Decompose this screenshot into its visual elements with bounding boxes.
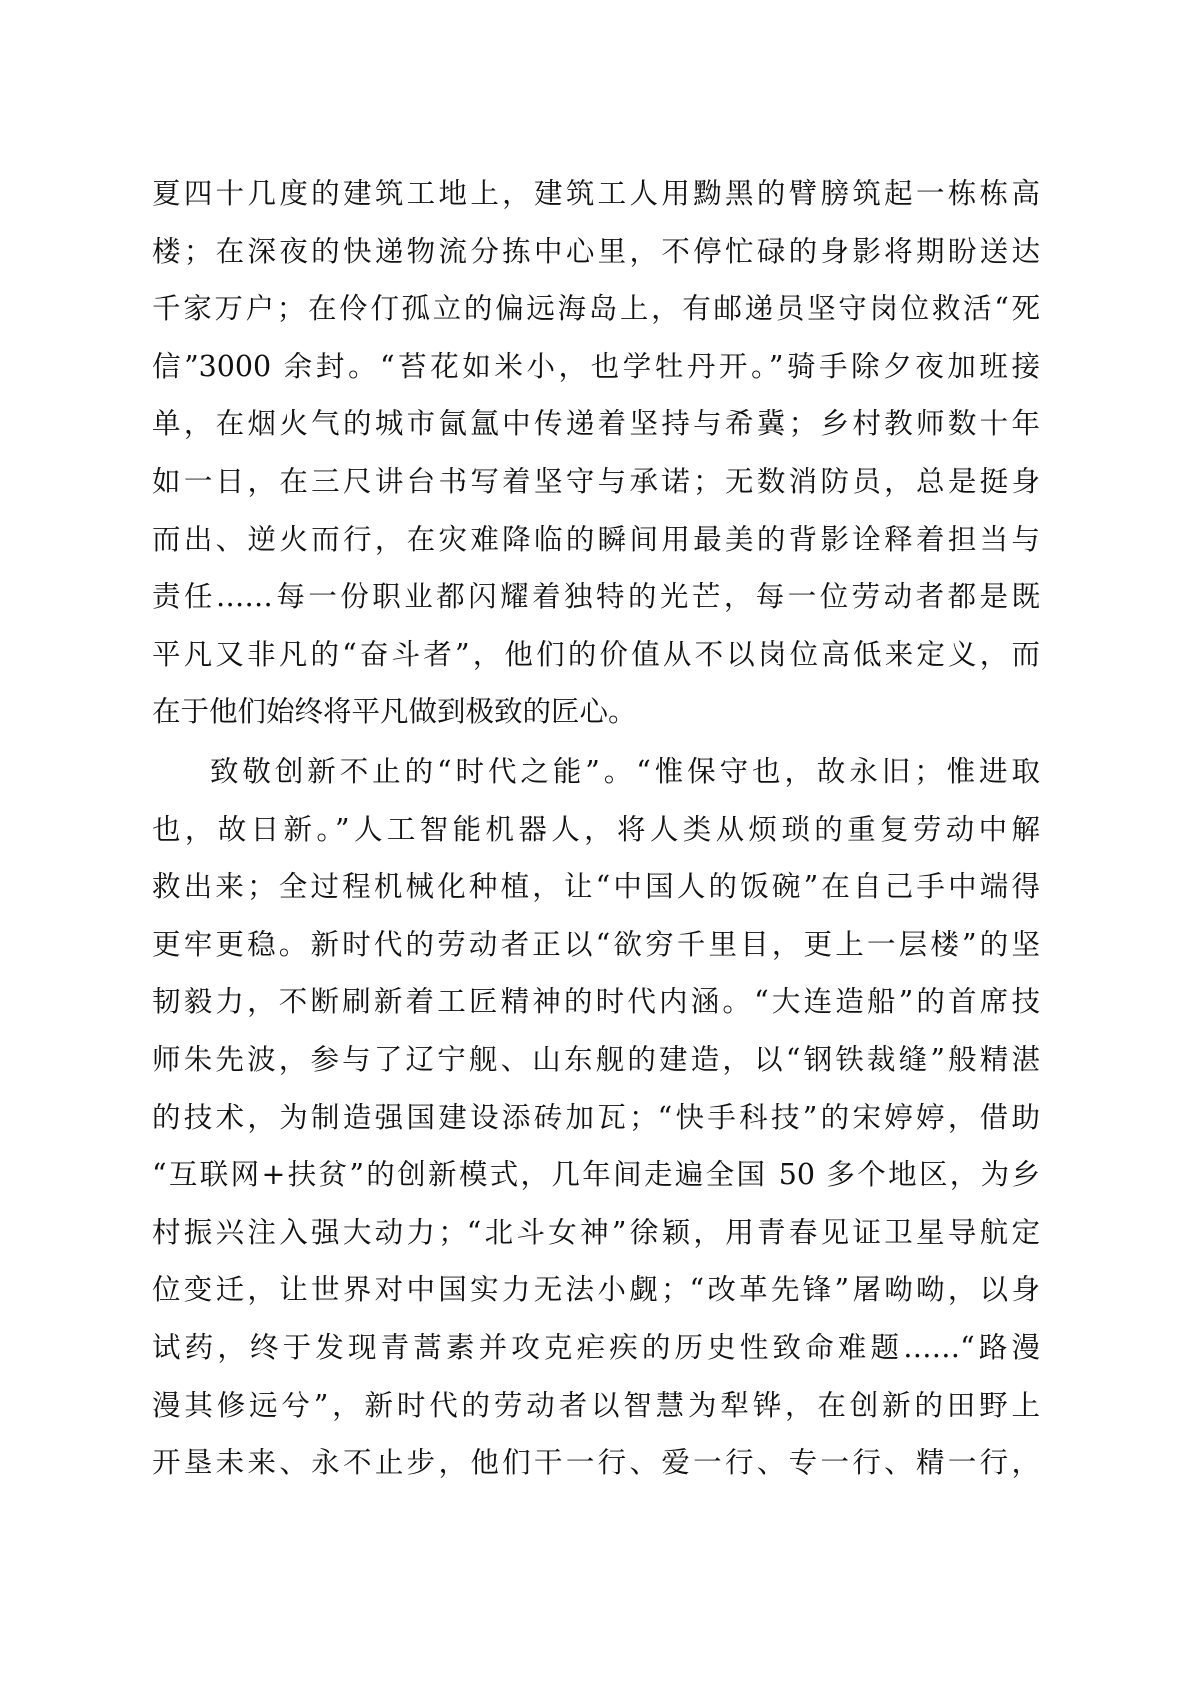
- text-line: 单，在烟火气的城市氤氲中传递着坚持与希冀；乡村教师数十年: [152, 407, 1040, 441]
- text-line: 责任……每一份职业都闪耀着独特的光芒，每一位劳动者都是既: [152, 580, 1040, 614]
- text-line: “互联网+扶贫”的创新模式，几年间走遍全国 50 多个地区，为乡: [152, 1158, 1040, 1192]
- paragraph-innovation: [152, 743, 1040, 1492]
- text-line: 更牢更稳。新时代的劳动者正以“欲穷千里目，更上一层楼”的坚: [152, 927, 1040, 961]
- text-line: 村振兴注入强大动力；“北斗女神”徐颖，用青春见证卫星导航定: [152, 1215, 1040, 1249]
- text-line: 楼；在深夜的快递物流分拣中心里，不停忙碌的身影将期盼送达: [152, 234, 1040, 268]
- text-line: 如一日，在三尺讲台书写着坚守与承诺；无数消防员，总是挺身: [152, 464, 1040, 498]
- text-line: 师朱先波，参与了辽宁舰、山东舰的建造，以“钢铁裁缝”般精湛: [152, 1042, 1040, 1076]
- paragraph-workers: [152, 165, 1040, 741]
- text-line-first: 致敬创新不止的“时代之能”。“惟保守也，故永旧；惟进取: [210, 755, 1040, 788]
- text-line: 开垦未来、永不止步，他们干一行、爱一行、专一行、精一行，: [152, 1446, 1040, 1480]
- text-line: 韧毅力，不断刷新着工匠精神的时代内涵。“大连造船”的首席技: [152, 985, 1040, 1019]
- text-line: 夏四十几度的建筑工地上，建筑工人用黝黑的臂膀筑起一栋栋高: [152, 177, 1040, 210]
- text-line: 的技术，为制造强国建设添砖加瓦；“快手科技”的宋婷婷，借助: [152, 1100, 1040, 1134]
- text-line: 千家万户；在伶仃孤立的偏远海岛上，有邮递员坚守岗位救活“死: [152, 292, 1040, 326]
- text-line: 信”3000 余封。“苔花如米小，也学牡丹开。”骑手除夕夜加班接: [152, 349, 1040, 383]
- text-line: 救出来；全过程机械化种植，让“中国人的饭碗”在自己手中端得: [152, 870, 1040, 904]
- text-line: 位变迁，让世界对中国实力无法小觑；“改革先锋”屠呦呦，以身: [152, 1273, 1040, 1307]
- text-line-last: 在于他们始终将平凡做到极致的匠心。: [152, 695, 637, 729]
- text-line: 而出、逆火而行，在灾难降临的瞬间用最美的背影诠释着担当与: [152, 522, 1040, 556]
- text-line: 也，故日新。”人工智能机器人，将人类从烦琐的重复劳动中解: [152, 812, 1040, 846]
- text-line: 漫其修远兮”，新时代的劳动者以智慧为犁铧，在创新的田野上: [152, 1388, 1040, 1422]
- text-line: 试药，终于发现青蒿素并攻克疟疾的历史性致命难题……“路漫: [152, 1330, 1040, 1364]
- text-line: 平凡又非凡的“奋斗者”，他们的价值从不以岗位高低来定义，而: [152, 637, 1040, 671]
